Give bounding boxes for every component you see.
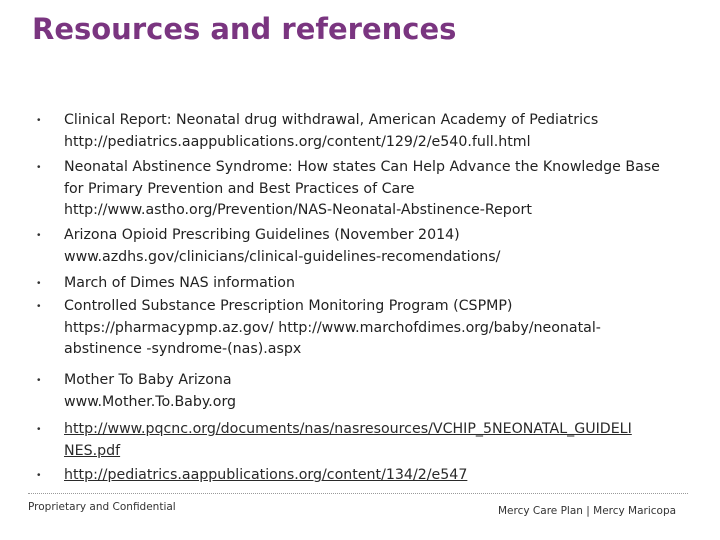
reference-link[interactable]: http://pediatrics.aappublications.org/content/134/2/e547 [64,467,468,483]
list-item-line: Clinical Report: Neonatal drug withdrawal, American Academy of Pediatrics [64,112,599,128]
list-item-line: http://pediatrics.aappublications.org/content/129/2/e540.full.html [64,133,531,150]
list-item-line: March of Dimes NAS information [64,275,295,291]
footer-divider [28,493,688,494]
list-item-line: www.azdhs.gov/clinicians/clinical-guidelines-recomendations/ [64,248,501,265]
list-item-text [64,225,714,268]
list-item-text [64,273,714,295]
list-item-line: abstinence -syndrome-(nas).aspx [64,341,302,358]
list-item-line: Neonatal Abstinence Syndrome: How states Can Help Advance the Knowledge Base [64,159,660,175]
bullet-icon: • [37,470,41,481]
bullet-icon: • [37,301,41,312]
list-item-line: Controlled Substance Prescription Monitoring Program (CSPMP) [64,298,513,314]
list-item-text [64,157,714,222]
list-item-line: https://pharmacypmp.az.gov/ http://www.marchofdimes.org/baby/neonatal- [64,319,601,336]
bullet-icon: • [37,375,41,386]
page-title: Resources and references [32,12,457,46]
list-item-line: http://www.astho.org/Prevention/NAS-Neonatal-Abstinence-Report [64,202,532,219]
list-item-text [64,296,714,361]
bullet-icon: • [37,162,41,173]
bullet-icon: • [37,424,41,435]
list-item-text [64,465,714,487]
list-item-line: www.Mother.To.Baby.org [64,393,237,410]
footer-confidential-label: Proprietary and Confidential [28,501,176,513]
bullet-icon: • [37,278,41,289]
list-item-line: Arizona Opioid Prescribing Guidelines (November 2014) [64,227,460,243]
reference-link[interactable]: NES.pdf [64,442,121,459]
list-item-text [64,110,714,153]
reference-link[interactable]: http://www.pqcnc.org/documents/nas/nasresources/VCHIP_5NEONATAL_GUIDELI [64,421,632,437]
list-item-text [64,370,714,413]
footer-brand-label: Mercy Care Plan | Mercy Maricopa [498,505,677,517]
bullet-icon: • [37,115,41,126]
list-item-line: Mother To Baby Arizona [64,372,232,388]
bullet-icon: • [37,230,41,241]
list-item-text [64,419,714,462]
list-item-line: for Primary Prevention and Best Practices of Care [64,180,415,197]
